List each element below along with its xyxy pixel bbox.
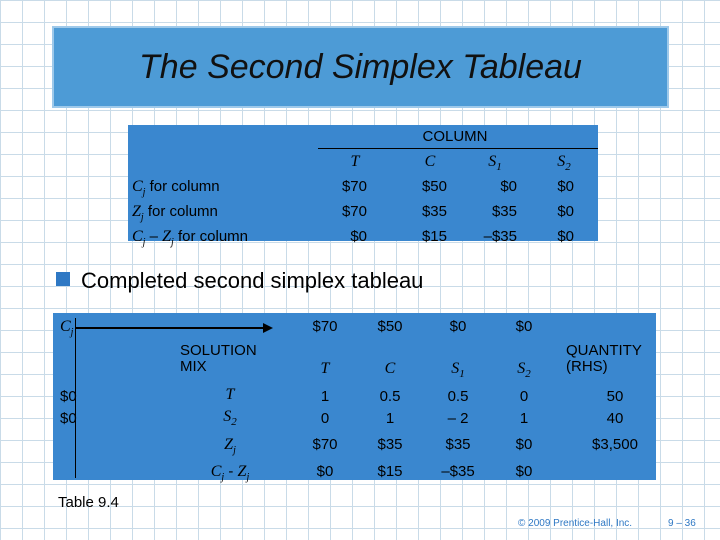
top-cjzj-s1: –$35: [483, 228, 517, 245]
bottom-cjzj-s2: $0: [515, 463, 533, 480]
row-t-val-c: 0.5: [379, 388, 401, 405]
row-s2-rhs: 40: [606, 410, 624, 427]
top-zj-t: $70: [341, 203, 367, 220]
row-s2-val-t: 0: [320, 410, 330, 427]
row-t-var: T: [225, 386, 235, 403]
arrow-right-icon: [263, 323, 273, 333]
footer-page-number: 9 – 36: [668, 518, 696, 529]
bullet-text: Completed second simplex tableau: [81, 268, 424, 293]
row-s2-val-s1: – 2: [447, 410, 469, 427]
top-zj-s2: $0: [557, 203, 574, 220]
row-s2-val-s2: 1: [519, 410, 529, 427]
slide-title: The Second Simplex Tableau: [139, 47, 582, 86]
row-s2-var: $S_2$: [223, 408, 237, 429]
top-zj-c: $35: [421, 203, 447, 220]
table-caption: Table 9.4: [58, 494, 119, 511]
row-s2-cj: $0: [60, 410, 77, 427]
bottom-zj-s1: $35: [445, 436, 471, 453]
solution-mix-header: SOLUTION MIX: [180, 342, 257, 375]
footer-copyright: © 2009 Prentice-Hall, Inc.: [518, 518, 633, 529]
bottom-cj-label: $C_j$: [60, 318, 74, 338]
top-row-label-zj: $Z_j$ for column: [132, 203, 218, 223]
title-box: [52, 26, 669, 108]
bottom-zj-t: $70: [312, 436, 338, 453]
quantity-header: QUANTITY (RHS): [566, 342, 642, 375]
top-cjzj-t: $0: [350, 228, 367, 245]
bottom-col-label-s1: $S_1$: [451, 360, 465, 381]
bottom-cjzj-label: $C_j - Z_j$: [210, 463, 250, 483]
bottom-cj-t: $70: [312, 318, 338, 335]
row-t-val-t: 1: [320, 388, 330, 405]
top-zj-s1: $35: [491, 203, 517, 220]
top-col-label-s2: $S_2$: [557, 153, 571, 174]
cj-arrow-line: [75, 327, 265, 329]
row-t-val-s2: 0: [519, 388, 529, 405]
bottom-cjzj-t: $0: [316, 463, 334, 480]
bottom-cj-c: $50: [377, 318, 403, 335]
bottom-cj-s1: $0: [449, 318, 467, 335]
top-cj-c: $50: [421, 178, 447, 195]
bottom-cjzj-s1: –$35: [441, 463, 475, 480]
bottom-cj-s2: $0: [515, 318, 533, 335]
bottom-col-label-s2: $S_2$: [517, 360, 531, 381]
bottom-col-label-c: C: [384, 360, 396, 377]
bottom-zj-s2: $0: [515, 436, 533, 453]
top-cjzj-c: $15: [421, 228, 447, 245]
top-cj-s1: $0: [500, 178, 517, 195]
row-s2-val-c: 1: [385, 410, 395, 427]
bullet-square-icon: [56, 272, 70, 286]
column-header: COLUMN: [422, 128, 488, 145]
top-col-label-t: T: [350, 153, 360, 170]
top-row-label-cjzj: $C_j - Z_j$ for column: [132, 228, 249, 248]
row-t-cj: $0: [60, 388, 77, 405]
bottom-zj-rhs: $3,500: [592, 436, 638, 453]
top-cj-t: $70: [341, 178, 367, 195]
bottom-zj-c: $35: [377, 436, 403, 453]
bottom-col-label-t: T: [320, 360, 330, 377]
top-col-label-c: C: [424, 153, 436, 170]
top-cjzj-s2: $0: [557, 228, 574, 245]
top-row-label-cj: $C_j$ for column: [132, 178, 220, 198]
top-col-label-s1: $S_1$: [488, 153, 502, 174]
row-t-val-s1: 0.5: [447, 388, 469, 405]
bottom-zj-label: $Z_j$: [224, 436, 236, 456]
bottom-cjzj-c: $15: [377, 463, 403, 480]
row-t-rhs: 50: [606, 388, 624, 405]
top-cj-s2: $0: [557, 178, 574, 195]
column-header-rule: [318, 148, 598, 149]
